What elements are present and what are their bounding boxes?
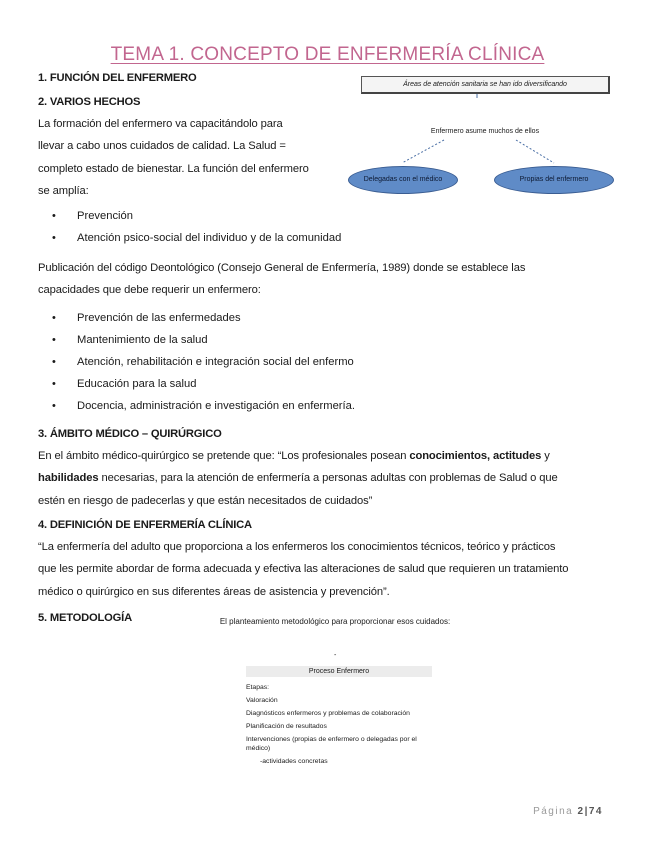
list-item: • Atención psico-social del individuo y de la comunidad [52, 227, 341, 249]
paragraph-line: capacidades que debe requerir un enfermero: [38, 284, 261, 297]
bold-text: habilidades [38, 472, 99, 485]
list-item: • Prevención [52, 205, 341, 227]
paragraph-line: estén en riesgo de padecerlas y que están necesitados de cuidados” [38, 494, 373, 507]
page-footer: Página 2|74 [533, 806, 603, 817]
list-item: Intervenciones (propias de enfermero o delegadas por el médico) [246, 736, 417, 752]
own-oval: Propias del enfermero [494, 166, 614, 194]
list-item: Etapas: [246, 684, 270, 691]
list-item: • Mantenimiento de la salud [52, 329, 355, 351]
paragraph-line: llevar a cabo unos cuidados de calidad. La Salud = [38, 140, 286, 153]
section4-heading: 4. DEFINICIÓN DE ENFERMERÍA CLÍNICA [38, 519, 252, 531]
diagram-header: Áreas de atención sanitaria se han ido diversificando [361, 76, 610, 94]
paragraph-line: La formación del enfermero va capacitándolo para [38, 118, 283, 130]
section2-paragraph [38, 113, 338, 203]
paragraph-line: médico o quirúrgico en sus diferentes áreas de asistencia y prevención”. [38, 585, 390, 598]
page-title: TEMA 1. CONCEPTO DE ENFERMERÍA CLÍNICA [110, 44, 545, 65]
publication-paragraph [38, 257, 628, 302]
page-number: 2 [577, 806, 585, 817]
section2-heading: 2. VARIOS HECHOS [38, 96, 141, 108]
paragraph-line: que les permite abordar de forma adecuada y efectiva las alteraciones de salud que requieren un tratamiento [38, 563, 569, 576]
connector-line [402, 140, 444, 163]
paragraph-line: “La enfermería del adulto que proporciona a los enfermeros los conocimientos técnicos, teórico y prácticos [38, 541, 556, 553]
section3-heading: 3. ÁMBITO MÉDICO – QUIRÚRGICO [38, 428, 222, 440]
connector-line [516, 140, 554, 163]
list-item: • Educación para la salud [52, 373, 355, 395]
section1-heading: 1. FUNCIÓN DEL ENFERMERO [38, 72, 197, 84]
list-item: • Atención, rehabilitación e integración social del enfermo [52, 351, 355, 373]
capacities-list [52, 307, 355, 417]
paragraph-line: Publicación del código Deontológico (Consejo General de Enfermería, 1989) donde se establece las [38, 262, 526, 274]
bold-text: conocimientos, actitudes [409, 450, 542, 462]
section4-paragraph [38, 536, 638, 603]
section3-paragraph [38, 445, 638, 512]
list-item: • Prevención de las enfermedades [52, 307, 355, 329]
function-list [52, 205, 341, 249]
list-item: Valoración [246, 697, 278, 704]
text-run: En el ámbito médico-quirúrgico se pretende que: “Los profesionales posean [38, 450, 410, 462]
process-bar: Proceso Enfermero [246, 666, 432, 677]
paragraph-line: completo estado de bienestar. La función del enfermero [38, 162, 309, 175]
section5-heading: 5. METODOLOGÍA [38, 612, 132, 624]
methodology-list [246, 683, 436, 770]
list-item: Diagnósticos enfermeros y problemas de colaboración [246, 710, 410, 717]
diagram-middle-label: Enfermero asume muchos de ellos [430, 128, 540, 135]
delegated-oval: Delegadas con el médico [348, 166, 458, 194]
list-item: • Docencia, administración e investigación en enfermería. [52, 395, 355, 417]
text-run: necesarias, para la atención de enfermería a personas adultas con problemas de Salud o que [98, 472, 558, 485]
footer-label: Página [533, 806, 574, 817]
text-run: y [541, 450, 550, 462]
list-item: -actividades concretas [260, 758, 328, 765]
list-item: Planificación de resultados [246, 723, 327, 730]
page-total: 74 [588, 806, 603, 817]
methodology-title: El planteamiento metodológico para proporcionar esos cuidados: [219, 617, 451, 626]
dash-mark: - [334, 652, 337, 659]
paragraph-line: se amplía: [38, 185, 89, 198]
